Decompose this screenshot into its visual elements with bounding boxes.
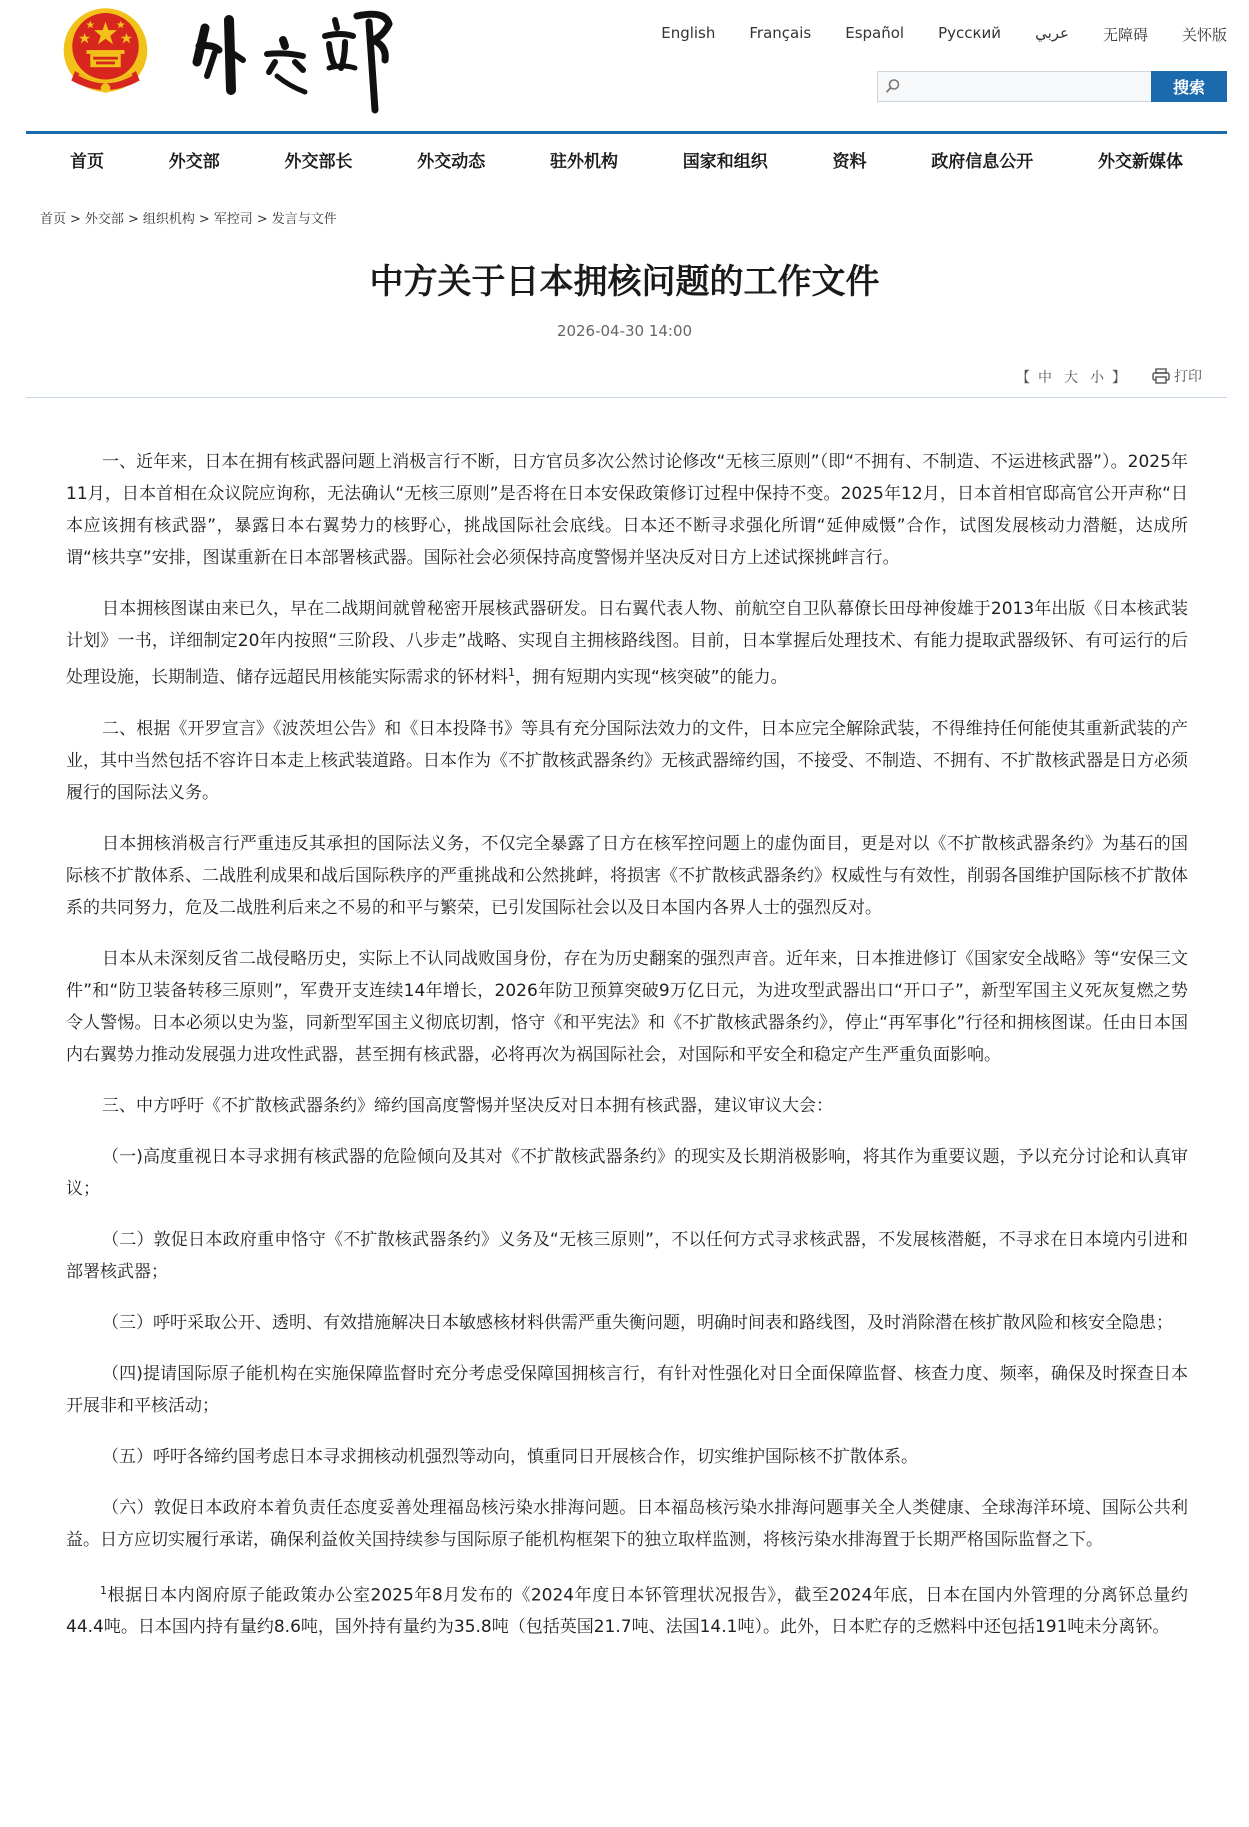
breadcrumb-ministry[interactable]: 外交部 <box>84 212 124 227</box>
nav-ministry[interactable]: 外交部 <box>168 151 220 172</box>
nav-new-media[interactable]: 外交新媒体 <box>1098 151 1183 172</box>
article-body <box>66 446 1188 1662</box>
nav-government-info[interactable]: 政府信息公开 <box>931 151 1034 172</box>
breadcrumb-separator: > <box>127 212 139 227</box>
lang-russian[interactable]: Русский <box>938 24 1002 42</box>
paragraph: （一)高度重视日本寻求拥有核武器的危险倾向及其对《不扩散核武器条约》的现实及长期消极影响，将其作为重要议题，予以充分讨论和认真审议； <box>66 1146 1188 1199</box>
search-input[interactable] <box>877 71 1151 102</box>
paragraph: 一、近年来，日本在拥有核武器问题上消极言行不断，日方官员多次公然讨论修改“无核三原则”（即“不拥有、不制造、不运进核武器”）。2025年11月，日本首相在众议院应询称，无法确认“无核三原则”是否将在日本安保政策修订过程中保持不变。2025年12月，日本首相官邸高官公开声称“日本应该拥有核武器”，暴露日本右翼势力的核野心，挑战国际社会底线。日本还不断寻求强化所谓“延伸威慑”合作，试图发展核动力潜艇，达成所谓“核共享”安排，图谋重新在日本部署核武器。国际社会必须保持高度警惕并坚决反对日方上述试探挑衅言行。 <box>66 452 1188 568</box>
elderly-care-version-link[interactable]: 关怀版 <box>1181 26 1227 44</box>
paragraph: （二）敦促日本政府重申恪守《不扩散核武器条约》义务及“无核三原则”，不以任何方式寻求核武器，不发展核潜艇，不寻求在日本境内引进和部署核武器； <box>66 1229 1188 1282</box>
font-size-switcher <box>1014 367 1128 387</box>
print-button[interactable] <box>1152 366 1202 386</box>
nav-home[interactable]: 首页 <box>70 151 104 172</box>
lang-english[interactable]: English <box>661 24 716 42</box>
nav-countries-organizations[interactable]: 国家和组织 <box>682 151 768 172</box>
lang-french[interactable]: Français <box>749 24 812 42</box>
footnote-ref[interactable]: 1 <box>508 666 515 679</box>
paragraph: （三）呼吁采取公开、透明、有效措施解决日本敏感核材料供需严重失衡问题，明确时间表和路线图，及时消除潜在核扩散风险和核安全隐患； <box>102 1312 1173 1333</box>
search-icon <box>885 78 901 94</box>
ministry-calligraphy-logo[interactable] <box>185 6 415 118</box>
article-title: 中方关于日本拥核问题的工作文件 <box>369 262 880 302</box>
paragraph: （五）呼吁各缔约国考虑日本寻求拥核动机强烈等动向，慎重同日开展核合作，切实维护国际核不扩散体系。 <box>102 1446 918 1467</box>
breadcrumb-statements-documents[interactable]: 发言与文件 <box>271 212 337 227</box>
paragraph: （六）敦促日本政府本着负责任态度妥善处理福岛核污染水排海问题。日本福岛核污染水排海问题事关全人类健康、全球海洋环境、国际公共利益。日方应切实履行承诺，确保利益攸关国持续参与国际原子能机构框架下的独立取样监测，将核污染水排海置于长期严格国际监督之下。 <box>66 1497 1188 1550</box>
article-date: 2026-04-30 14:00 <box>556 322 693 340</box>
lang-spanish[interactable]: Español <box>845 24 905 42</box>
nav-diplomatic-news[interactable]: 外交动态 <box>417 151 486 172</box>
breadcrumb <box>40 208 337 227</box>
paragraph: 二、根据《开罗宣言》《波茨坦公告》和《日本投降书》等具有充分国际法效力的文件，日本应完全解除武装，不得维持任何能使其重新武装的产业，其中当然包括不容许日本走上核武装道路。日本作为《不扩散核武器条约》无核武器缔约国，不接受、不制造、不拥有、不扩散核武器是日方必须履行的国际法义务。 <box>66 718 1188 803</box>
main-nav <box>26 134 1227 184</box>
breadcrumb-separator: > <box>198 212 210 227</box>
font-size-medium[interactable]: 大 <box>1064 370 1078 386</box>
title-divider <box>26 397 1227 398</box>
paragraph-text: 日本拥核图谋由来已久，早在二战期间就曾秘密开展核武器研发。日右翼代表人物、前航空自卫队幕僚长田母神俊雄于2013年出版《日本核武装计划》一书，详细制定20年内按照“三阶段、八步走”战略、实现自主拥核路线图。目前，日本掌握后处理技术、有能力提取武器级钚、有可运行的后处理设施，长期制造、储存远超民用核能实际需求的钚材料 <box>66 599 1188 688</box>
breadcrumb-arms-control-dept[interactable]: 军控司 <box>213 212 253 227</box>
footnote <box>66 1575 1188 1644</box>
site-header <box>0 0 1249 134</box>
font-size-small[interactable]: 小 <box>1090 370 1104 386</box>
search-bar <box>877 71 1227 102</box>
paragraph <box>66 593 1188 694</box>
breadcrumb-home[interactable]: 首页 <box>40 212 67 227</box>
bracket-close: 】 <box>1112 370 1126 386</box>
footnote-number: 1 <box>100 1583 107 1597</box>
national-emblem-icon[interactable] <box>58 4 153 100</box>
paragraph: 三、中方呼吁《不扩散核武器条约》缔约国高度警惕并坚决反对日本拥有核武器，建议审议大会： <box>102 1095 833 1116</box>
search-button[interactable]: 搜索 <box>1151 71 1227 102</box>
paragraph: 日本拥核消极言行严重违反其承担的国际法义务，不仅完全暴露了日方在核军控问题上的虚伪面目，更是对以《不扩散核武器条约》为基石的国际核不扩散体系、二战胜利成果和战后国际秩序的严重挑战和公然挑衅，将损害《不扩散核武器条约》权威性与有效性，削弱各国维护国际核不扩散体系的共同努力，危及二战胜利后来之不易的和平与繁荣，已引发国际社会以及日本国内各界人士的强烈反对。 <box>66 833 1188 918</box>
nav-missions-abroad[interactable]: 驻外机构 <box>550 151 618 172</box>
nav-minister[interactable]: 外交部长 <box>284 151 353 172</box>
print-label: 打印 <box>1174 369 1202 385</box>
accessibility-link[interactable]: 无障碍 <box>1102 26 1148 44</box>
nav-resources[interactable]: 资料 <box>832 151 867 172</box>
paragraph-text: ，拥有短期内实现“核突破”的能力。 <box>515 667 788 688</box>
breadcrumb-separator: > <box>70 212 81 227</box>
language-switcher <box>661 24 1227 45</box>
footnote-text: 根据日本内阁府原子能政策办公室2025年8月发布的《2024年度日本钚管理状况报告》，截至2024年底，日本在国内外管理的分离钚总量约44.4吨。日本国内持有量约8.6吨，国外持有量约为35.8吨（包括英国21.7吨、法国14.1吨）。此外，日本贮存的乏燃料中还包括191吨未分离钚。 <box>66 1585 1188 1638</box>
lang-arabic[interactable]: عربي <box>1035 24 1069 42</box>
paragraph: 日本从未深刻反省二战侵略历史，实际上不认同战败国身份，存在为历史翻案的强烈声音。近年来，日本推进修订《国家安全战略》等“安保三文件”和“防卫装备转移三原则”，军费开支连续14年增长，2026年防卫预算突破9万亿日元，为进攻型武器出口“开口子”，新型军国主义死灰复燃之势令人警惕。日本必须以史为鉴，同新型军国主义彻底切割，恪守《和平宪法》和《不扩散核武器条约》，停止“再军事化”行径和拥核图谋。任由日本国内右翼势力推动发展强力进攻性武器，甚至拥有核武器，必将再次为祸国际社会，对国际和平安全和稳定产生严重负面影响。 <box>66 948 1188 1065</box>
paragraph: （四)提请国际原子能机构在实施保障监督时充分考虑受保障国拥核言行，有针对性强化对日全面保障监督、核查力度、频率，确保及时探查日本开展非和平核活动； <box>66 1363 1188 1416</box>
breadcrumb-separator: > <box>256 212 268 227</box>
printer-icon <box>1152 368 1170 384</box>
breadcrumb-organization[interactable]: 组织机构 <box>142 212 195 227</box>
font-size-large[interactable]: 中 <box>1038 370 1052 386</box>
bracket-open: 【 <box>1016 370 1030 386</box>
